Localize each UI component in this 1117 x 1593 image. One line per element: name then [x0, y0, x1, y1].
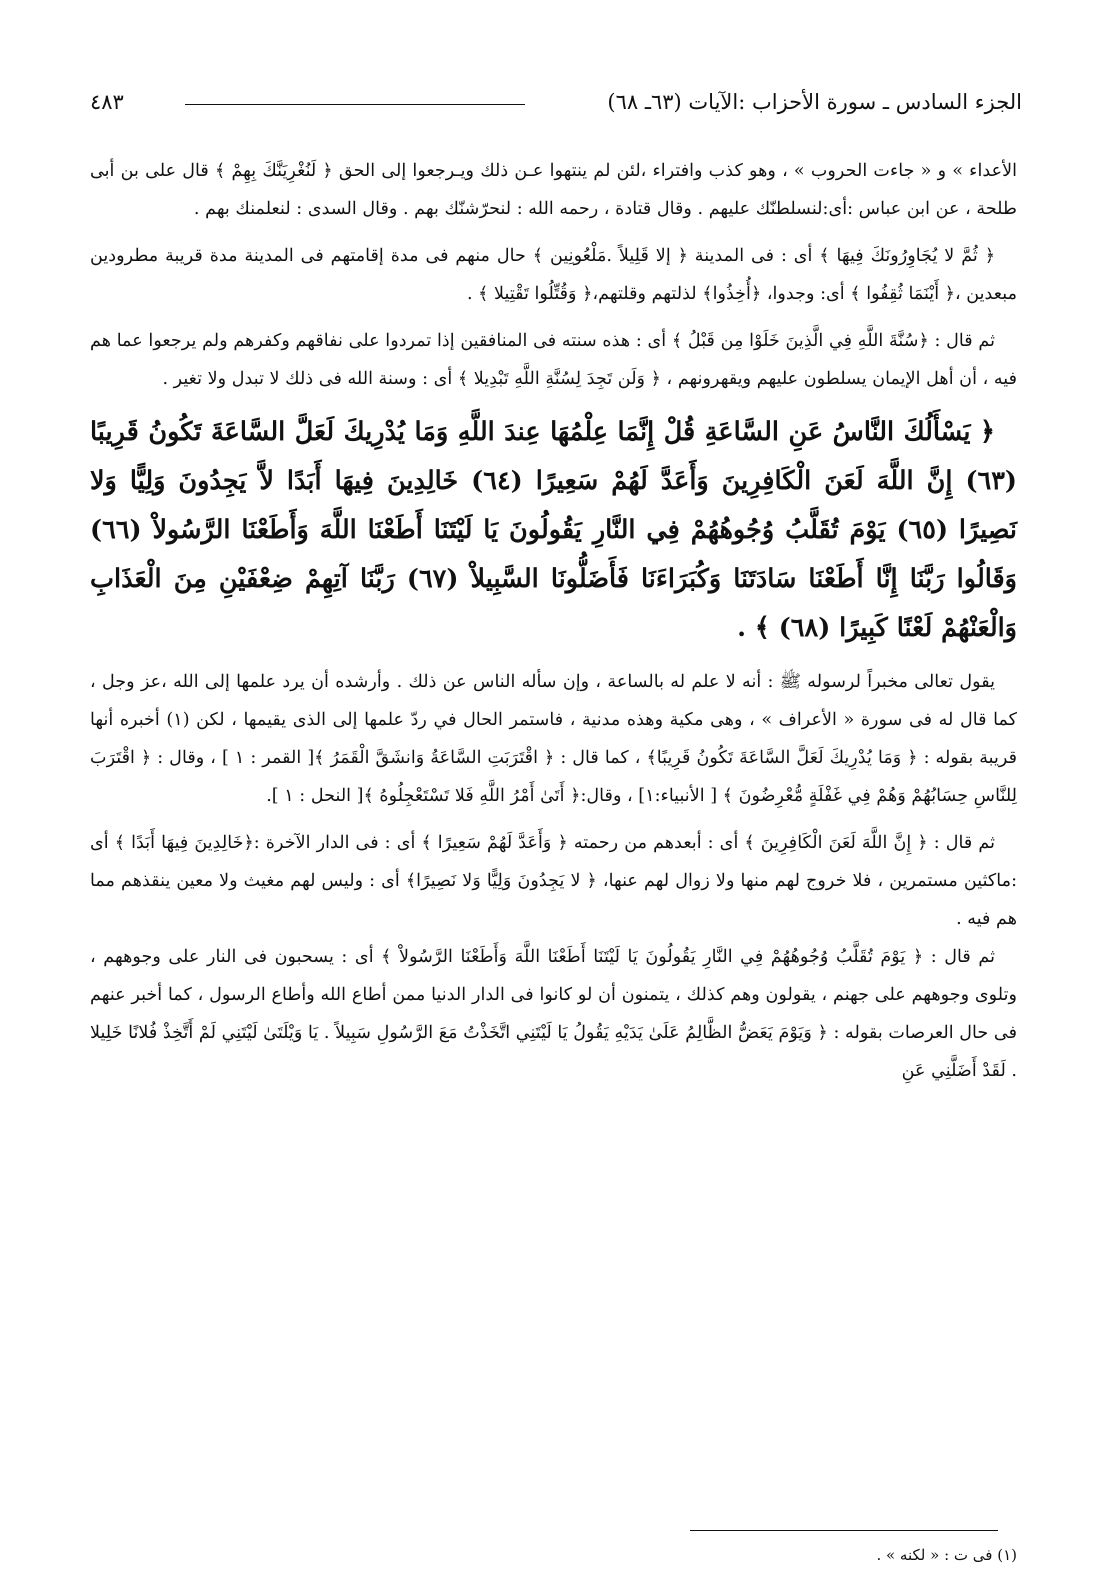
- page-number: ٤٨٣: [90, 90, 124, 114]
- running-header: [90, 82, 1022, 122]
- quran-passage: ﴿ يَسْأَلُكَ النَّاسُ عَنِ السَّاعَةِ قُلْ إِنَّمَا عِلْمُهَا عِندَ اللَّهِ وَمَا يُدْرِيكَ لَعَلَّ السَّاعَةَ تَكُونُ قَرِيبًا (٦٣) إِنَّ اللَّهَ لَعَنَ الْكَافِرِينَ وَأَعَدَّ لَهُمْ سَعِيرًا (٦٤) خَالِدِينَ فِيهَا أَبَدًا لاَّ يَجِدُونَ وَلِيًّا وَلا نَصِيرًا (٦٥) يَوْمَ تُقَلَّبُ وُجُوهُهُمْ فِي النَّارِ يَقُولُونَ يَا لَيْتَنَا أَطَعْنَا اللَّهَ وَأَطَعْنَا الرَّسُولاْ (٦٦) وَقَالُوا رَبَّنَا إِنَّا أَطَعْنَا سَادَتَنَا وَكُبَرَاءَنَا فَأَضَلُّونَا السَّبِيلاْ (٦٧) رَبَّنَا آتِهِمْ ضِعْفَيْنِ مِنَ الْعَذَابِ وَالْعَنْهُمْ لَعْنًا كَبِيرًا (٦٨) ﴾ .: [90, 417, 1017, 643]
- commentary-paragraph-2: ثم قال : ﴿ إِنَّ اللَّهَ لَعَنَ الْكَافِرِينَ ﴾ أى : أبعدهم من رحمته ﴿ وَأَعَدَّ لَهُمْ سَعِيرًا ﴾ أى : فى الدار الآخرة :﴿خَالِدِينَ فِيهَا أَبَدًا ﴾ أى :ماكثين مستمرين ، فلا خروج لهم منها ولا زوال لهم عنها، ﴿ لا يَجِدُونَ وَلِيًّا وَلا نَصِيرًا﴾ أى : وليس لهم مغيث ولا معين ينقذهم مما هم فيه .: [90, 833, 1017, 929]
- header-rule: [185, 104, 525, 105]
- header-title: الجزء السادس ـ سورة الأحزاب :الآيات (٦٣ـ ٦٨): [607, 90, 1022, 114]
- paragraph-3: ثم قال : ﴿سُنَّةَ اللَّهِ فِي الَّذِينَ خَلَوْا مِن قَبْلُ ﴾ أى : هذه سنته فى المنافقين إذا تمردوا على نفاقهم وكفرهم ولم يرجعوا عما هم فيه ، أن أهل الإيمان يسلطون عليهم ويقهرونهم ، ﴿ وَلَن تَجِدَ لِسُنَّةِ اللَّهِ تَبْدِيلا ﴾ أى : وسنة الله فى ذلك لا تبدل ولا تغير .: [90, 331, 1017, 389]
- page-body: [90, 152, 1017, 1090]
- footnote-rule: [690, 1530, 998, 1531]
- paragraph-1: الأعداء » و « جاءت الحروب » ، وهو كذب وافتراء ،لئن لم ينتهوا عـن ذلك ويـرجعوا إلى الحق ﴿ لَنُغْرِيَنَّكَ بِهِمْ ﴾ قال على بن أبى طلحة ، عن ابن عباس :أى:لنسلطنّك عليهم . وقال قتادة ، رحمه الله : لنحرّشنّك بهم . وقال السدى : لنعلمنك بهم .: [90, 161, 1017, 219]
- footnote: (١) فى ت : « لكنه » .: [876, 1546, 1017, 1564]
- commentary-paragraph-3: ثم قال : ﴿ يَوْمَ تُقَلَّبُ وُجُوهُهُمْ فِي النَّارِ يَقُولُونَ يَا لَيْتَنَا أَطَعْنَا اللَّهَ وَأَطَعْنَا الرَّسُولاْ ﴾ أى : يسحبون فى النار على وجوههم ، وتلوى وجوههم على جهنم ، يقولون وهم كذلك ، يتمنون أن لو كانوا فى الدار الدنيا ممن أطاع الله وأطاع الرسول ، كما أخبر عنهم فى حال العرصات بقوله : ﴿ وَيَوْمَ يَعَضُّ الظَّالِمُ عَلَىٰ يَدَيْهِ يَقُولُ يَا لَيْتَنِي اتَّخَذْتُ مَعَ الرَّسُولِ سَبِيلاً . يَا وَيْلَتَىٰ لَيْتَنِي لَمْ أَتَّخِذْ فُلانًا خَلِيلا . لَقَدْ أَضَلَّنِي عَنِ: [90, 947, 1017, 1081]
- commentary-paragraph-1: يقول تعالى مخبراً لرسوله ﷺ : أنه لا علم له بالساعة ، وإن سأله الناس عن ذلك . وأرشده أن يرد علمها إلى الله ،عز وجل ، كما قال له فى سورة « الأعراف » ، وهى مكية وهذه مدنية ، فاستمر الحال في ردّ علمها إلى الذى يقيمها ، لكن (١) أخبره أنها قريبة بقوله : ﴿ وَمَا يُدْرِيكَ لَعَلَّ السَّاعَةَ تَكُونُ قَرِيبًا﴾ ، كما قال : ﴿ اقْتَرَبَتِ السَّاعَةُ وَانشَقَّ الْقَمَرُ ﴾[ القمر : ١ ] ، وقال : ﴿ اقْتَرَبَ لِلنَّاسِ حِسَابُهُمْ وَهُمْ فِي غَفْلَةٍ مُّعْرِضُونَ ﴾ [ الأنبياء:١] ، وقال:﴿ أَتَىٰ أَمْرُ اللَّهِ فَلا تَسْتَعْجِلُوهُ ﴾[ النحل : ١ ].: [90, 672, 1017, 806]
- paragraph-2: ﴿ ثُمَّ لا يُجَاوِرُونَكَ فِيهَا ﴾ أى : فى المدينة ﴿ إلا قَلِيلاً .مَلْعُونِين ﴾ حال منهم فى مدة إقامتهم فى المدينة مدة قريبة مطرودين مبعدين ،﴿ أَيْنَمَا ثُقِفُوا ﴾ أى: وجدوا، ﴿أُخِذُوا﴾ لذلتهم وقلتهم،﴿ وَقُتِّلُوا تَقْتِيلا ﴾ .: [90, 246, 1017, 304]
